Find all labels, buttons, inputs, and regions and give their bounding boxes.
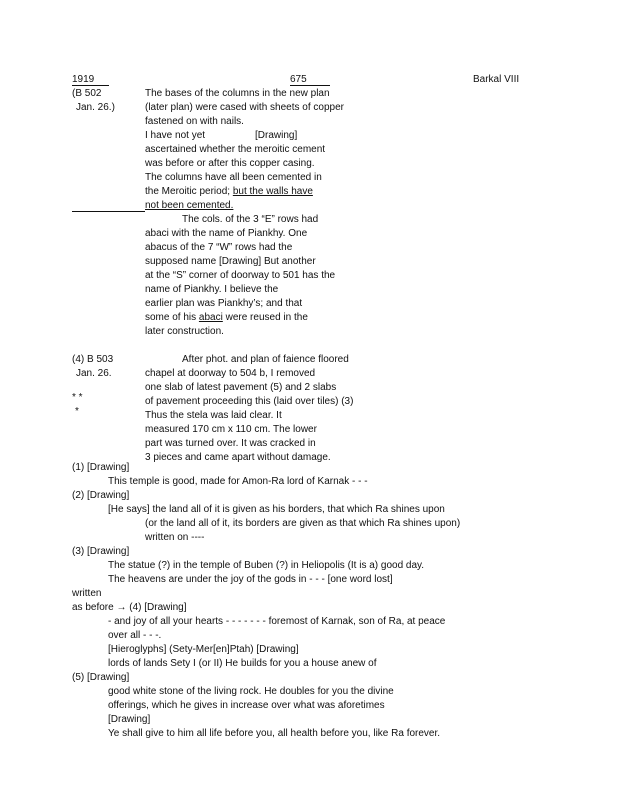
entry1-line: The cols. of the 3 “E” rows had	[182, 214, 319, 225]
translation-line: (or the land all of it, its borders are given as that which Ra shines upon)	[145, 518, 461, 529]
translation-line: The heavens are under the joy of the gods in - - - [one word lost]	[108, 574, 393, 585]
translation-line: [Drawing]	[108, 714, 151, 725]
entry2-margin-marks: * *	[72, 392, 83, 403]
entry2-line: chapel at doorway to 504 b, I removed	[145, 368, 316, 379]
entry1-line-text: some of his	[145, 312, 199, 323]
entry1-line: I have not yet	[145, 130, 206, 141]
entry1-ref-line1: (B 502	[72, 88, 102, 99]
translation-heading: (3) [Drawing]	[72, 546, 130, 557]
entry1-line: abaci with the name of Piankhy. One	[145, 228, 308, 239]
entry2-ref-line2: Jan. 26.	[76, 368, 112, 379]
header-page-number: 675	[290, 74, 307, 85]
entry2-line: measured 170 cm x 110 cm. The lower	[145, 424, 317, 435]
entry1-line-text: were reused in the	[222, 312, 308, 323]
translation-heading: (2) [Drawing]	[72, 490, 130, 501]
entry1-line: at the “S” corner of doorway to 501 has the	[145, 270, 336, 281]
header-site: Barkal VIII	[473, 74, 520, 85]
entry2-margin-marks: *	[75, 406, 79, 417]
entry1-separator-rule	[72, 211, 145, 212]
translation-line: over all - - -.	[108, 630, 162, 641]
entry1-ref-line2: Jan. 26.)	[76, 102, 115, 113]
translation-heading: (1) [Drawing]	[72, 462, 130, 473]
entry1-underlined-line: not been cemented.	[145, 200, 234, 211]
entry2-line: of pavement proceeding this (laid over tiles) (3)	[145, 396, 354, 407]
translation-heading: (5) [Drawing]	[72, 672, 130, 683]
translation-line: written on ----	[145, 532, 205, 543]
entry1-line: The bases of the columns in the new plan	[145, 88, 330, 99]
translation-heading: as before → (4) [Drawing]	[72, 602, 187, 613]
entry2-ref-line1: (4) B 503	[72, 354, 114, 365]
entry1-line: earlier plan was Piankhy’s; and that	[145, 298, 303, 309]
entry1-line: (later plan) were cased with sheets of copper	[145, 102, 344, 113]
entry1-line: was before or after this copper casing.	[145, 158, 315, 169]
entry1-line: supposed name [Drawing] But another	[145, 256, 316, 267]
translation-line: [He says] the land all of it is given as his borders, that which Ra shines upon	[108, 504, 445, 515]
entry1-line: abacus of the 7 “W” rows had the	[145, 242, 293, 253]
header-page-underline	[290, 85, 330, 86]
entry1-line	[145, 311, 308, 324]
entry1-underlined-text: abaci	[198, 312, 223, 323]
translation-line: - and joy of all your hearts - - - - - - - foremost of Karnak, son of Ra, at peace	[108, 616, 446, 627]
entry2-line: part was turned over. It was cracked in	[145, 438, 316, 449]
entry1-line: name of Piankhy. I believe the	[145, 284, 279, 295]
header-year-underline	[72, 85, 109, 86]
entry1-line: ascertained whether the meroitic cement	[145, 144, 326, 155]
translation-line: good white stone of the living rock. He doubles for you the divine	[108, 686, 394, 697]
translation-line: Ye shall give to him all life before you, all health before you, like Ra forever.	[108, 728, 441, 739]
entry1-line: later construction.	[145, 326, 224, 337]
entry1-line: The columns have all been cemented in	[145, 172, 322, 183]
translation-line: offerings, which he gives in increase over what was aforetimes	[108, 700, 385, 711]
translation-line: lords of lands Sety I (or II) He builds for you a house anew of	[108, 658, 377, 669]
translation-line: The statue (?) in the temple of Buben (?) in Heliopolis (It is a) good day.	[108, 560, 425, 571]
entry1-line	[145, 185, 313, 198]
entry1-underlined-text: but the walls have	[232, 186, 313, 197]
entry2-line: After phot. and plan of faience floored	[182, 354, 349, 365]
entry1-line: fastened on with nails.	[145, 116, 244, 127]
translation-margin-note: written	[72, 588, 102, 599]
entry2-line: one slab of latest pavement (5) and 2 slabs	[145, 382, 337, 393]
entry2-line: Thus the stela was laid clear. It	[145, 410, 282, 421]
entry1-line-text: the Meroitic period;	[145, 186, 233, 197]
header-year: 1919	[72, 74, 95, 85]
translation-line: [Hieroglyphs] (Sety-Mer[en]Ptah) [Drawing]	[108, 644, 299, 655]
entry2-line: 3 pieces and came apart without damage.	[145, 452, 331, 463]
entry1-drawing-placeholder: [Drawing]	[255, 130, 298, 141]
translation-line: This temple is good, made for Amon-Ra lord of Karnak - - -	[108, 476, 368, 487]
